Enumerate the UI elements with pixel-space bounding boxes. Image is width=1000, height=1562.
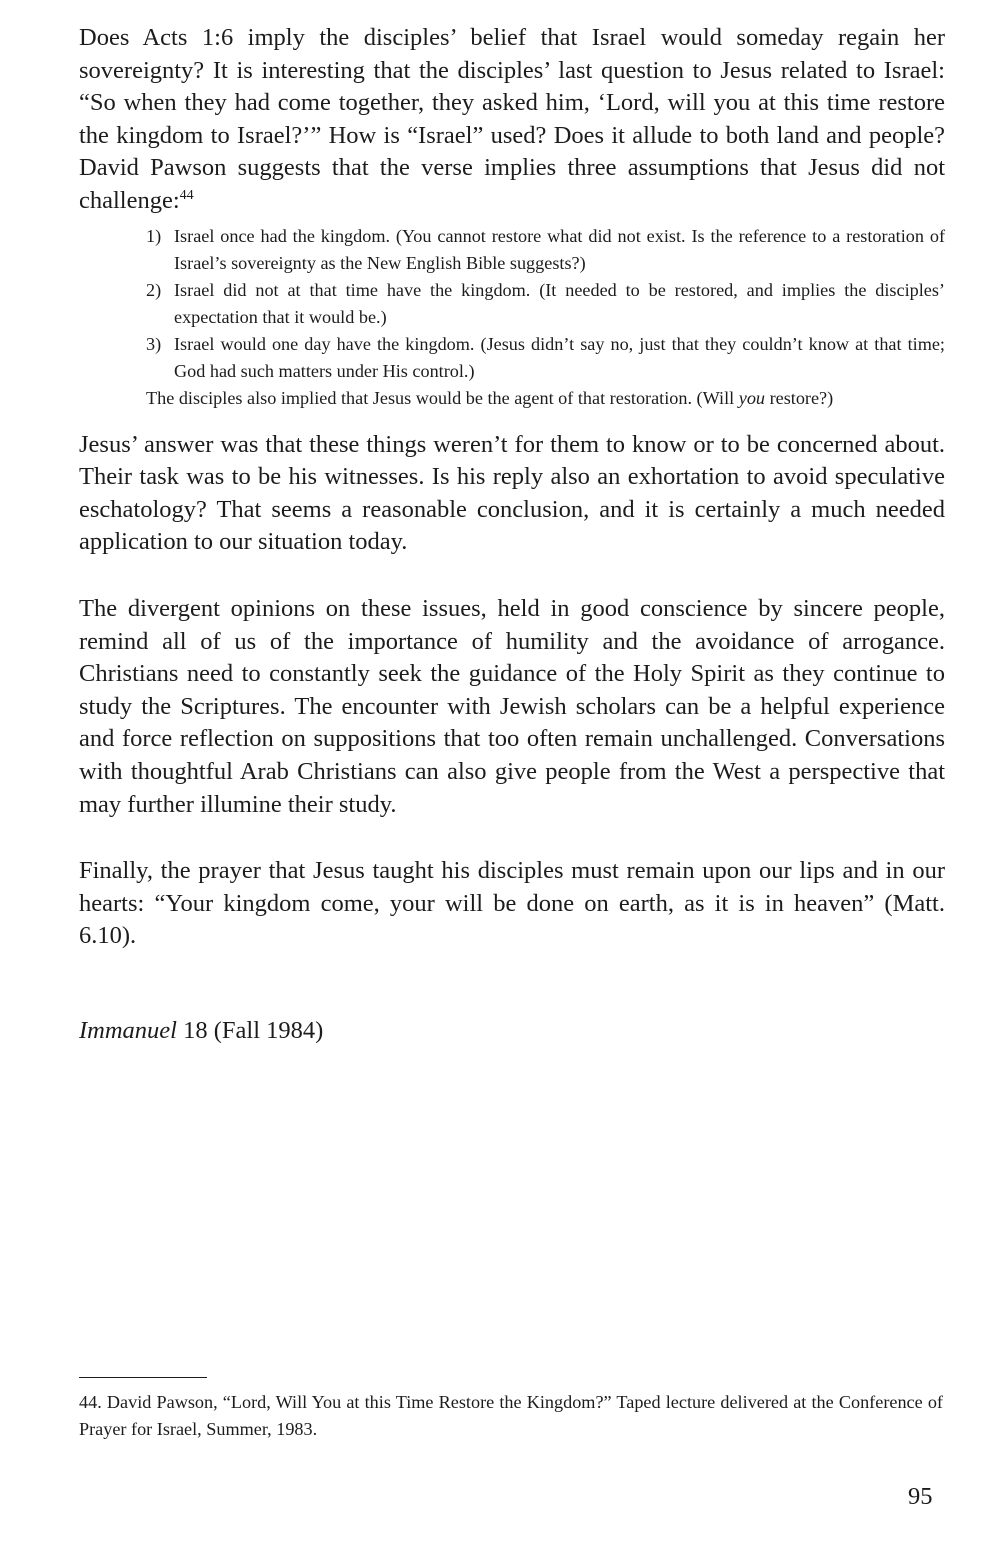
page-body xyxy=(79,22,945,1071)
list-item xyxy=(146,223,945,277)
list-item-number: 3) xyxy=(146,333,162,354)
list-item xyxy=(146,331,945,385)
agent-note xyxy=(146,385,945,412)
source-citation xyxy=(79,1015,945,1047)
assumptions-list xyxy=(146,223,945,385)
list-item-text: Israel did not at that time have the kingdom. (It needed to be restored, and implies the disciples’ expectation that it would be.) xyxy=(174,279,945,327)
agent-note-before: The disciples also implied that Jesus would be the agent of that restoration. (Will xyxy=(146,387,739,408)
opening-paragraph-text: Does Acts 1:6 imply the disciples’ belief that Israel would someday regain her sovereignty? It is interesting that the disciples’ last question to Jesus related to Israel: “So when they had come together, they asked him, ‘Lord, will you at this time restore the kingdom to Israel?’” How is “Israel” used? Does it allude to both land and people? David Pawson suggests that the verse implies three assumptions that Jesus did not challenge: xyxy=(79,24,945,214)
list-item-number: 2) xyxy=(146,279,162,300)
footnote-divider xyxy=(79,1377,207,1378)
prayer-paragraph: Finally, the prayer that Jesus taught his disciples must remain upon our lips and in our hearts: “Your kingdom come, your will be done on earth, as it is in heaven” (Matt. 6.10). xyxy=(79,857,945,950)
footnote: 44. David Pawson, “Lord, Will You at this Time Restore the Kingdom?” Taped lecture delivered at the Conference of Prayer for Israel, Summer, 1983. xyxy=(79,1392,943,1439)
journal-details: 18 (Fall 1984) xyxy=(176,1016,324,1044)
opening-paragraph xyxy=(79,22,945,218)
list-item-text: Israel once had the kingdom. (You cannot restore what did not exist. Is the reference to a restoration of Israel’s sovereignty as the New English Bible suggests?) xyxy=(174,225,945,273)
footnote-reference: 44 xyxy=(179,187,194,203)
page-number: 95 xyxy=(908,1483,933,1510)
list-item-text: Israel would one day have the kingdom. (Jesus didn’t say no, just that they couldn’t know at that time; God had such matters under His control.) xyxy=(174,333,945,381)
answer-paragraph: Jesus’ answer was that these things weren’t for them to know or to be concerned about. Their task was to be his witnesses. Is his reply also an exhortation to avoid speculative eschatology? That seems a reasonable conclusion, and it is certainly a much needed application to our situation today. xyxy=(79,430,945,556)
divergent-opinions-paragraph: The divergent opinions on these issues, held in good conscience by sincere people, remind all of us of the importance of humility and the avoidance of arrogance. Christians need to constantly seek the guidance of the Holy Spirit as they continue to study the Scriptures. The encounter with Jewish scholars can be a helpful experience and force reflection on suppositions that too often remain unchallenged. Conversations with thoughtful Arab Christians can also give people from the West a perspective that may further illumine their study. xyxy=(79,594,945,818)
list-item-number: 1) xyxy=(146,225,162,246)
journal-title: Immanuel xyxy=(79,1016,177,1044)
list-item xyxy=(146,277,945,331)
agent-note-after: restore?) xyxy=(765,387,834,408)
agent-note-emphasis: you xyxy=(738,387,766,408)
